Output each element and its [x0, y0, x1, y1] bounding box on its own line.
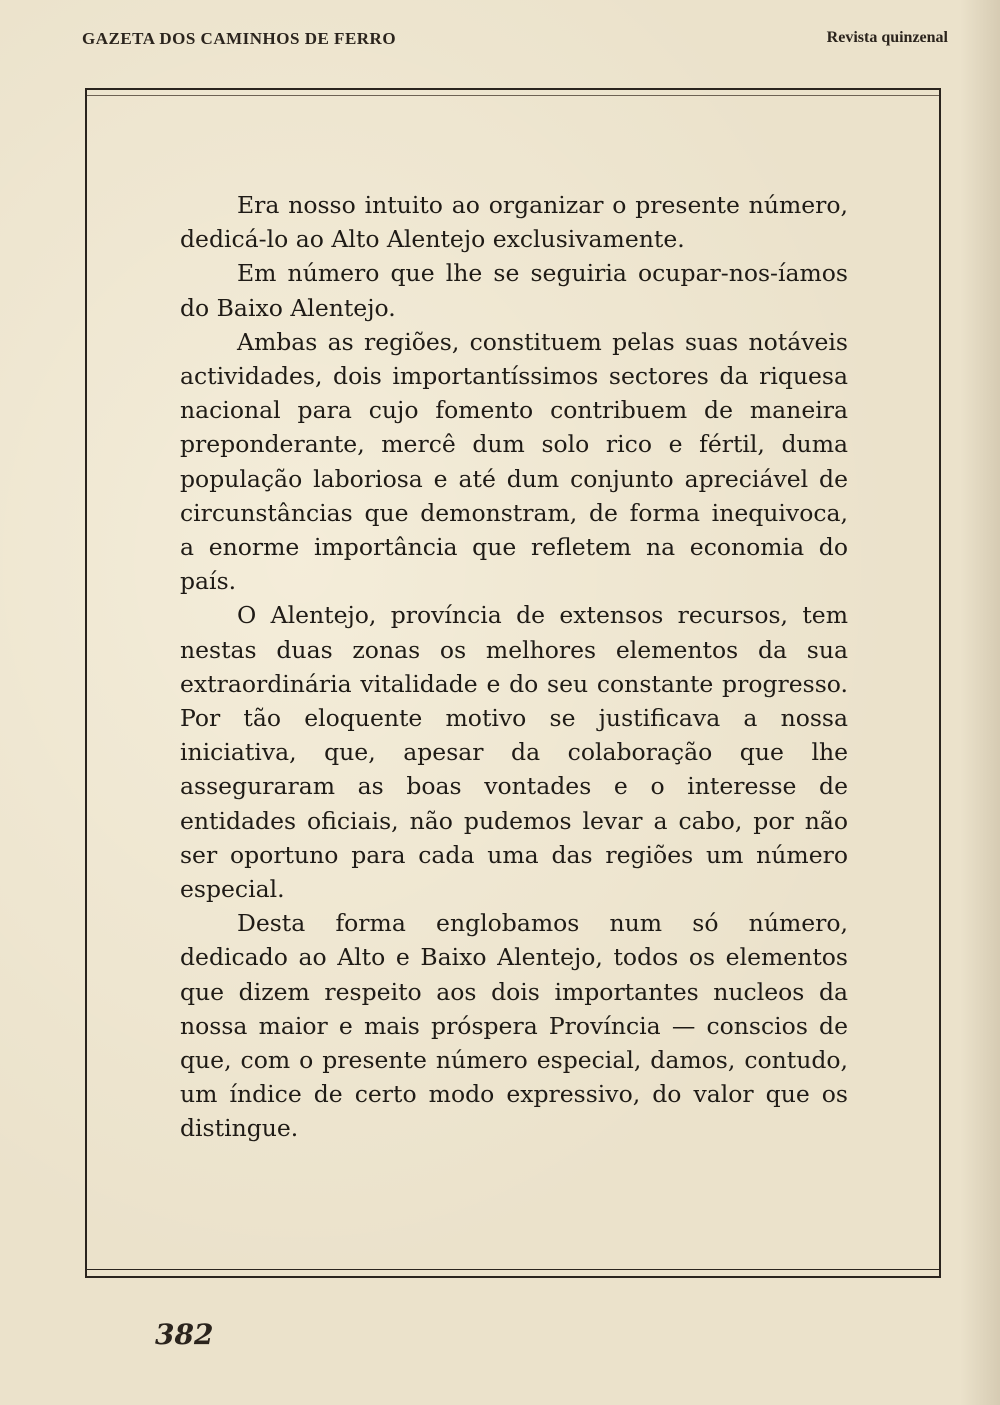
- paragraph-4: O Alentejo, província de extensos recursos, tem nestas duas zonas os melhores elementos da sua extraordinária vitalidade e do seu constante progresso. Por tão eloquente motivo se justificava a nossa iniciativa, que, apesar da colaboração que lhe asseguraram as boas vontades e o interesse de entidades oficiais, não pudemos levar a cabo, por não ser oportuno para cada uma das regiões um número especial.: [180, 601, 848, 904]
- paragraph-2: Em número que lhe se seguiria ocupar-nos-íamos do Baixo Alentejo.: [180, 259, 848, 322]
- publication-frequency: Revista quinzenal: [826, 29, 948, 46]
- paragraph-3: Ambas as regiões, constituem pelas suas notáveis actividades, dois importantíssimos sectores da riquesa nacional para cujo fomento contribuem de maneira preponderante, mercê dum solo rico e fértil, duma população laboriosa e até dum conjunto apreciável de circunstâncias que demonstram, de forma inequivoca, a enorme importância que refletem na economia do país.: [180, 327, 848, 596]
- editorial-text: [180, 188, 848, 1146]
- publication-title: GAZETA DOS CAMINHOS DE FERRO: [82, 29, 397, 48]
- frame-top-rule: [87, 95, 939, 96]
- paragraph-5: Desta forma englobamos num só número, dedicado ao Alto e Baixo Alentejo, todos os elementos que dizem respeito aos dois importantes nucleos da nossa maior e mais próspera Província — conscios de que, com o presente número especial, damos, contudo, um índice de certo modo expressivo, do valor que os distingue.: [180, 909, 848, 1143]
- frame-bottom-rule: [87, 1269, 939, 1270]
- page-number: 382: [155, 1318, 214, 1351]
- paragraph-1: Era nosso intuito ao organizar o presente número, dedicá-lo ao Alto Alentejo exclusivamente.: [180, 191, 848, 254]
